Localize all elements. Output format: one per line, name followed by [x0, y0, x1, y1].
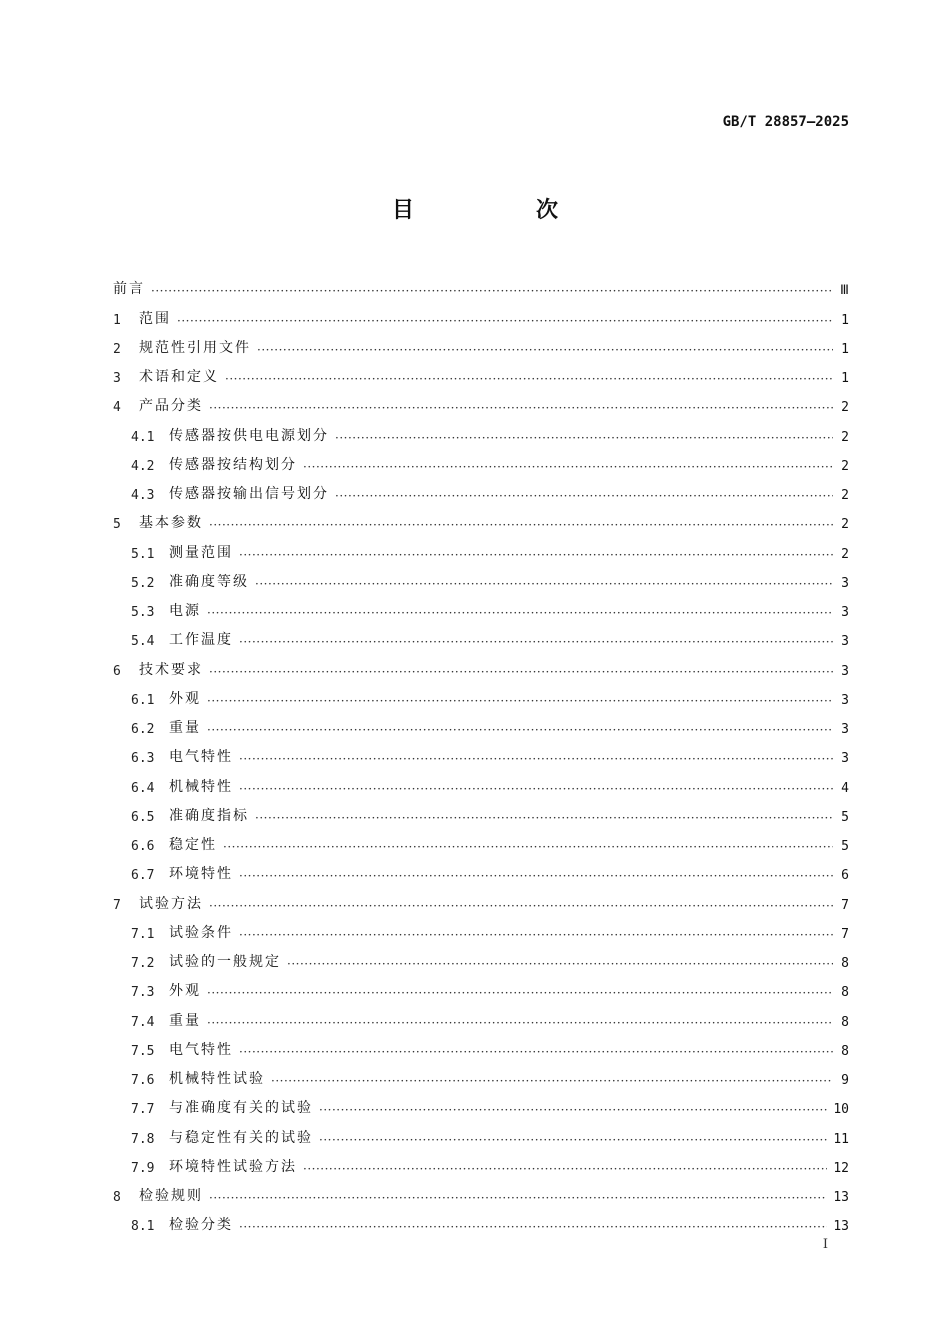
- toc-entry-number: 6.2: [131, 722, 155, 737]
- toc-entry-label: 稳定性: [169, 837, 217, 853]
- toc-entry-label: 外观: [169, 690, 201, 707]
- toc-entry-label: 外观: [169, 983, 201, 1000]
- toc-entry[interactable]: [113, 679, 849, 708]
- toc-leader-dots: [207, 606, 833, 620]
- toc-leader-dots: [239, 635, 833, 649]
- toc-leader-dots: [239, 1220, 827, 1234]
- toc-entry-number: 2: [113, 341, 121, 357]
- toc-leader-dots: [271, 1074, 833, 1088]
- toc-leader-dots: [207, 986, 833, 1000]
- toc-entry-label: 传感器按供电电源划分: [169, 427, 329, 444]
- toc-entry[interactable]: [113, 620, 849, 649]
- toc-entry-page: 4: [841, 780, 849, 796]
- toc-leader-dots: [239, 869, 833, 883]
- toc-entry-label: 技术要求: [139, 661, 203, 678]
- toc-entry-label: 环境特性: [169, 866, 233, 883]
- toc-entry-label: 产品分类: [139, 398, 203, 415]
- toc-leader-dots: [319, 1133, 827, 1147]
- toc-entry-number: 6.1: [131, 692, 155, 708]
- toc-entry-label: 环境特性试验方法: [169, 1158, 297, 1175]
- toc-entry-label: 工作温度: [169, 632, 233, 649]
- toc-entry-page: 3: [841, 605, 849, 620]
- toc-entry-label: 检验规则: [139, 1188, 203, 1204]
- toc-entry-number: 5.1: [131, 546, 155, 562]
- toc-entry-label: 重量: [169, 1012, 201, 1029]
- toc-entry-number: 6: [113, 663, 121, 679]
- standard-code: GB/T 28857—2025: [722, 114, 849, 130]
- toc-entry-page: 3: [841, 692, 849, 708]
- toc-leader-dots: [239, 1045, 833, 1059]
- page-title: 目 次: [391, 197, 608, 223]
- toc-entry-number: 4.1: [131, 429, 155, 445]
- toc-entry[interactable]: [113, 1205, 849, 1234]
- toc-entry-number: 7: [113, 897, 121, 913]
- toc-entry-label: 电源: [169, 603, 201, 619]
- toc-entry[interactable]: [113, 796, 849, 825]
- toc-entry-page: 10: [833, 1102, 849, 1118]
- toc-entry-label: 前言: [113, 281, 145, 298]
- toc-entry-label: 机械特性试验: [169, 1071, 265, 1087]
- toc-entry-label: 与稳定性有关的试验: [169, 1129, 313, 1146]
- toc-entry-number: 5.4: [131, 634, 155, 650]
- toc-entry[interactable]: [113, 942, 849, 971]
- toc-entry[interactable]: [113, 1088, 849, 1117]
- toc-entry-label: 准确度等级: [169, 573, 249, 590]
- toc-entry-page: 3: [841, 663, 849, 679]
- toc-entry[interactable]: [113, 766, 849, 795]
- toc-entry-number: 4.2: [131, 458, 155, 474]
- toc-entry-number: 6.5: [131, 809, 155, 825]
- toc-entry-number: 7.1: [131, 926, 155, 942]
- toc-entry-page: Ⅲ: [840, 283, 849, 299]
- toc-entry-number: 8: [113, 1190, 121, 1205]
- toc-entry-page: 1: [841, 312, 849, 328]
- toc-leader-dots: [319, 1103, 827, 1117]
- toc-entry-page: 3: [841, 751, 849, 767]
- toc-entry-label: 术语和定义: [139, 369, 219, 385]
- toc-entry[interactable]: [113, 971, 849, 1000]
- toc-entry-number: 7.3: [131, 985, 155, 1001]
- toc-entry-label: 规范性引用文件: [139, 339, 251, 356]
- toc-entry-label: 传感器按输出信号划分: [169, 486, 329, 502]
- toc-leader-dots: [207, 723, 833, 737]
- toc-leader-dots: [255, 577, 833, 591]
- toc-entry[interactable]: [113, 1030, 849, 1059]
- toc-entry[interactable]: [113, 1000, 849, 1029]
- toc-leader-dots: [239, 782, 833, 796]
- toc-leader-dots: [209, 1191, 827, 1205]
- toc-entry-page: 3: [841, 634, 849, 650]
- toc-leader-dots: [209, 401, 833, 415]
- toc-leader-dots: [239, 548, 833, 562]
- toc-leader-dots: [209, 518, 833, 532]
- toc-entry-page: 1: [841, 341, 849, 357]
- toc-leader-dots: [257, 343, 833, 357]
- toc-entry-number: 6.7: [131, 868, 155, 884]
- toc-entry-label: 范围: [139, 310, 171, 327]
- toc-entry[interactable]: [113, 825, 849, 854]
- toc-entry-label: 电气特性: [169, 749, 233, 766]
- toc-entry-label: 与准确度有关的试验: [169, 1100, 313, 1117]
- toc-entry-number: 8.1: [131, 1219, 155, 1235]
- toc-leader-dots: [225, 372, 833, 386]
- toc-leader-dots: [335, 431, 833, 445]
- toc-entry-label: 检验分类: [169, 1217, 233, 1234]
- toc-entry-label: 试验的一般规定: [169, 954, 281, 970]
- toc-entry-label: 测量范围: [169, 544, 233, 561]
- toc-leader-dots: [239, 752, 833, 766]
- toc-entry-page: 5: [841, 839, 849, 854]
- toc-entry-label: 重量: [169, 720, 201, 736]
- toc-entry-number: 7.6: [131, 1073, 155, 1088]
- toc-entry-page: 13: [833, 1219, 849, 1235]
- toc-entry-page: 3: [841, 575, 849, 591]
- toc-entry-number: 1: [113, 312, 121, 328]
- toc-leader-dots: [303, 1162, 827, 1176]
- toc-entry-page: 7: [841, 897, 849, 913]
- toc-entry-label: 试验方法: [139, 895, 203, 912]
- toc-entry-number: 4: [113, 400, 121, 416]
- toc-entry[interactable]: [113, 357, 849, 386]
- toc-entry-number: 6.3: [131, 751, 155, 767]
- toc-entry-page: 9: [841, 1073, 849, 1088]
- toc-entry[interactable]: [113, 532, 849, 561]
- toc-leader-dots: [303, 460, 833, 474]
- toc-entry[interactable]: [113, 1059, 849, 1088]
- toc-leader-dots: [207, 694, 833, 708]
- toc-entry-page: 6: [841, 868, 849, 884]
- toc-entry-number: 5.2: [131, 575, 155, 591]
- toc-entry[interactable]: [113, 328, 849, 357]
- toc-entry-page: 2: [841, 429, 849, 445]
- toc-entry[interactable]: [113, 445, 849, 474]
- toc-leader-dots: [151, 284, 833, 298]
- toc-entry[interactable]: [113, 591, 849, 620]
- toc-leader-dots: [287, 957, 833, 971]
- toc-entry-page: 2: [841, 488, 849, 503]
- toc-entry-page: 2: [841, 458, 849, 474]
- toc-entry[interactable]: [113, 649, 849, 678]
- toc-leader-dots: [177, 314, 833, 328]
- toc-entry-label: 机械特性: [169, 778, 233, 795]
- toc-entry-number: 7.7: [131, 1102, 155, 1118]
- toc-entry-label: 电气特性: [169, 1041, 233, 1058]
- toc-entry[interactable]: [113, 854, 849, 883]
- toc-entry[interactable]: [113, 708, 849, 737]
- toc-entry-number: 6.4: [131, 780, 155, 796]
- toc-entry[interactable]: [113, 474, 849, 503]
- toc-leader-dots: [255, 811, 833, 825]
- toc-entry-number: 7.5: [131, 1043, 155, 1059]
- toc-entry-number: 7.4: [131, 1014, 155, 1030]
- toc-entry-page: 8: [841, 1014, 849, 1030]
- toc-entry-number: 3: [113, 371, 121, 386]
- toc-entry-number: 7.2: [131, 956, 155, 971]
- toc-entry[interactable]: [113, 269, 849, 298]
- toc-entry-page: 12: [833, 1160, 849, 1176]
- toc-entry-number: 5.3: [131, 605, 155, 620]
- toc-entry-page: 2: [841, 400, 849, 416]
- toc-entry-page: 11: [833, 1131, 849, 1147]
- toc-entry[interactable]: [113, 737, 849, 766]
- toc-entry-number: 7.9: [131, 1160, 155, 1176]
- toc-entry[interactable]: [113, 386, 849, 415]
- toc-leader-dots: [239, 928, 833, 942]
- toc-entry[interactable]: [113, 883, 849, 912]
- toc-entry-page: 8: [841, 985, 849, 1001]
- toc-leader-dots: [209, 665, 833, 679]
- page-number: I: [822, 1237, 828, 1252]
- toc-entry-number: 5: [113, 517, 121, 533]
- toc-entry-label: 传感器按结构划分: [169, 456, 297, 473]
- toc-entry-page: 2: [841, 517, 849, 533]
- toc-entry-label: 基本参数: [139, 515, 203, 532]
- toc-entry-number: 6.6: [131, 839, 155, 854]
- toc-entry-number: 7.8: [131, 1131, 155, 1147]
- toc-entry[interactable]: [113, 562, 849, 591]
- toc-entry-page: 1: [841, 371, 849, 386]
- toc-leader-dots: [223, 840, 833, 854]
- toc-entry[interactable]: [113, 1176, 849, 1205]
- toc-entry-label: 准确度指标: [169, 807, 249, 824]
- toc-entry-page: 3: [841, 722, 849, 737]
- toc-entry[interactable]: [113, 298, 849, 327]
- toc-entry[interactable]: [113, 415, 849, 444]
- toc-entry[interactable]: [113, 503, 849, 532]
- toc-entry-page: 5: [841, 809, 849, 825]
- toc-entry-page: 8: [841, 1043, 849, 1059]
- toc-entry[interactable]: [113, 1117, 849, 1146]
- toc-leader-dots: [335, 489, 833, 503]
- toc-entry-page: 7: [841, 926, 849, 942]
- toc-entry-number: 4.3: [131, 488, 155, 503]
- toc-entry-page: 13: [833, 1190, 849, 1205]
- toc-entry[interactable]: [113, 1147, 849, 1176]
- toc-entry[interactable]: [113, 913, 849, 942]
- toc-entry-page: 8: [841, 956, 849, 971]
- toc-leader-dots: [209, 899, 833, 913]
- table-of-contents: [113, 269, 849, 1234]
- toc-entry-page: 2: [841, 546, 849, 562]
- toc-leader-dots: [207, 1016, 833, 1030]
- toc-entry-label: 试验条件: [169, 924, 233, 941]
